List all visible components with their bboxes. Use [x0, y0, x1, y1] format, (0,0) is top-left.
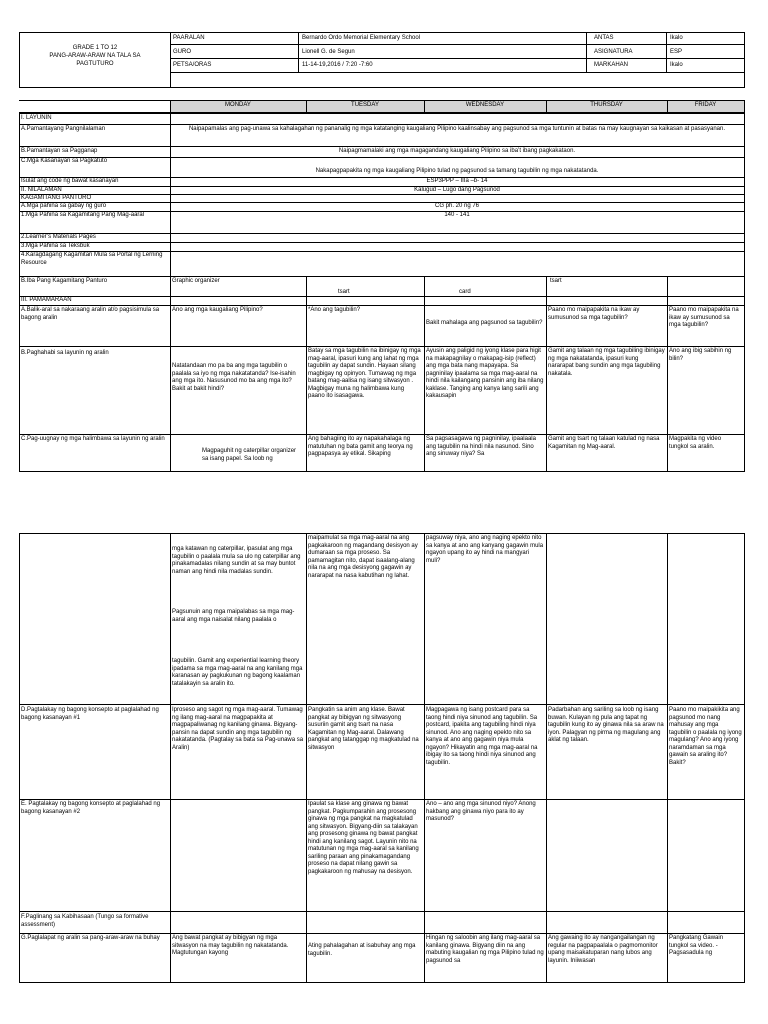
row-pamantayang-label: A.Pamantayang Pangnilalaman	[21, 126, 106, 132]
row-balik-fri: Paano mo maipapakita na ikaw ay sumusunod sa mga tagubilin?	[669, 307, 739, 328]
row-pagganap-text: Naipagmamalaki ang mga magagandang kaugaliang Pilipino sa iba’t ibang pagkakataon.	[338, 148, 576, 154]
row-paghahabi-tue: Batay sa mga tagubilin na ibinigay ng mga mag-aaral, ipasuri kung ang lahat ng mga tagubilin ay dapat sundin. Hayaan silang magbigay ng opinyon. Tumawag ng mga batang mag-aalisa ng isang sitwasyon . Magbigay muna ng halimbawa kung paano ito isasagawa.	[308, 348, 421, 399]
title-line-2: PANG-ARAW-ARAW NA TALA SA	[49, 53, 141, 59]
paaralan-value: Bernardo Ordo Memorial Elementary School	[302, 35, 421, 41]
row-iba-tue: tsart	[338, 289, 350, 295]
cont-mon-2: Pagsunuin ang mga maipalabas sa mga mag-aaral ang mga naisalat nilang paalala o	[172, 609, 295, 623]
row-pag-uugnay-label: C.Pag-uugnay ng mga halimbawa sa layunin ng aralin	[21, 436, 165, 442]
markahan-label: MARKAHAN	[594, 62, 629, 68]
row-paghahabi-label: B.Paghahabi sa layunin ng aralin	[21, 350, 109, 356]
row-kasanayan-text: Nakapagpapakita ng mga kaugaliang Pilipino tulad ng pagsunod sa tamang tagubilin ng mga nakatatanda.	[315, 168, 599, 174]
row-e-label: E. Pagtalakay ng bagong konsepto at paglalahad ng bagong kasanayan #2	[21, 801, 161, 815]
row-balik-label: A.Balik-aral sa nakaraang aralin at/o pagsisimula sa bagong aralin	[21, 307, 160, 321]
row-iba-thu: tsart	[550, 278, 562, 284]
row-g-wed: Hingan ng saloobin ang ilang mag-aaral sa kanilang ginawa. Bigyang diin na ang mabuting kaugalian ng mga Pilipino tulad ng pagsunod sa	[426, 935, 544, 964]
row-pag-uugnay-thu: Gamit ang tsart ng talaan katulad ng nasa Kagamitan ng Mag-aaral.	[548, 436, 660, 450]
row-paghahabi-thu: Gamit ang talaan ng mga tagubiling ibinigay ng mga nakatatanda, ipasuri kung nararapat bang sundin ang mga tagubiling nakatala.	[548, 348, 665, 377]
cont-tue: maipamulat sa mga mag-aaral na ang pagkakaroon ng magandang desisyon ay dumaraan sa mga proseso. Sa pamamagitan nito, dapat isaalang-alang nila na ang mga desisyong gagawin ay nararapat na nasa kabutihan ng lahat.	[308, 535, 418, 579]
row-iba-wed: card	[459, 289, 471, 295]
row-nilalaman-label: II. NILALAMAN	[21, 187, 62, 193]
row-pagganap-label: B.Pamantayan sa Pagganap	[21, 148, 98, 154]
row-g-label: G.Paglalapat ng aralin sa pang-araw-araw na buhay	[21, 935, 160, 941]
day-thursday: THURSDAY	[590, 102, 623, 108]
lesson-table-page-1	[19, 100, 745, 472]
row-pamantayang-text: Naipapamalas ang pag-unawa sa kahalagahan ng pananalig ng mga katatanging kaugaliang Pilipino kaalinsabay ang pagsunod sa mga tuntunin at batas na may kaugnayan sa kaikasan at pasasyanan.	[188, 126, 726, 132]
row-teksbuk-label: 3.Mga Pahina sa Teksbuk	[21, 243, 90, 249]
row-e-tue: Ipaulat sa klase ang ginawa ng bawat pangkat. Pagkumparahin ang prosesong ginawa ng mga pangkat na magkatulad ang sitwasyon. Bigyang-diin sa talakayan ang prosesong ginawa ng bawat pangkat hindi ang kanilang sagot. Layunin nito na matutunan ng mga mag-aaral sa kanilang sariling paraan ang pinakamagandang proseso na dapat nilang gawin sa pagkakaroon ng mahusay na desisyon.	[308, 801, 419, 875]
day-friday: FRIDAY	[694, 102, 717, 108]
row-d-label: D.Pagtalakay ng bagong konsepto at paglalahad ng bagong kasanayan #1	[21, 707, 159, 721]
row-code-text: ESP3PPP – IIIa –b- 14	[426, 178, 488, 184]
asignatura-value: ESP	[670, 49, 683, 55]
row-g-thu: Ang gawaing ito ay nangangailangan ng regular na pagpapaalala o pagmomonitor upang maisakatuparan nang lubos ang layunin. Iniiwasan	[548, 935, 658, 964]
row-kagamitang-mag-text: 140 - 141	[444, 212, 470, 218]
row-g-fri: Pangkatang Gawain tungkol sa video. - Pagsasadula ng	[669, 935, 724, 956]
row-g-tue: Ating pahalagahan at isabuhay ang mga tagubilin.	[308, 943, 416, 957]
day-wednesday: WEDNESDAY	[465, 102, 505, 108]
row-lm-label: 2.Learner’s Materials Pages	[21, 234, 96, 240]
guro-value: Lionell G. de Segun	[302, 49, 355, 55]
row-pag-uugnay-mon: Magpaguhit ng caterpillar organizer sa isang papel. Sa loob ng	[202, 448, 297, 462]
row-paghahabi-mon: Natatandaan mo pa ba ang mga tagubilin o paalala sa iyo ng mga nakatatanda? Ise-isahin ang mga ito. Nasusunod mo ba ang mga ito? Bakit at bakit hindi?	[172, 363, 296, 392]
cont-mon: mga katawan ng caterpillar, ipasulat ang mga tagubilin o paalala mula sa ulo ng caterpillar ang pinakamadalas nilang sundin at sa may buntot naman ang hindi nila madalas sundin.	[172, 546, 301, 575]
row-paghahabi-fri: Ano ang ibig sabihin ng bilin?	[669, 348, 732, 362]
row-paghahabi-wed: Ayusin ang paligid ng iyong klase para higit na makapagnilay o makapag-isip (reflect) ang mga bata nang mapayapa. Sa pagninilay ipaalama sa mga mag-aaral na hindi nila kailangang pansinin ang iba nilang kaklase. Tanging ang kanya lang sarili ang kakausapin	[426, 348, 544, 399]
guro-label: GURO	[173, 49, 191, 55]
row-g-mon: Ang bawat pangkat ay bibigyan ng mga sitwasyon na may tagubilin ng nakatatanda. Magtutungan kayong	[172, 935, 289, 956]
header-block	[19, 32, 745, 88]
row-d-tue: Pangkatin sa anim ang klase. Bawat pangkat ay bibigyan ng sitwasyong susuriin gamit ang tsart na nasa Kagamitan ng Mag-aaral. Dalawang pangkat ang tatanggap ng magkatulad na sitwasyon	[308, 707, 419, 751]
cont-mon-3: tagubilin. Gamit ang experiential learning theory ipadama sa mga mag-aaral na ang kanilang mga karanasan ay pagkukunan ng bagong kaalaman tatalakayin sa aralin ito.	[172, 658, 303, 687]
day-monday: MONDAY	[225, 102, 251, 108]
row-balik-thu: Paano mo maipapakita na ikaw ay sumusunod sa mga tagubilin?	[548, 307, 640, 321]
row-balik-tue: *Ano ang tagubilin?	[308, 307, 361, 313]
asignatura-label: ASIGNATURA	[594, 49, 633, 55]
row-d-thu: Padarbahan ang sariling sa loob ng isang buwan. Kulayan ng pula ang tapat ng tagubilin kung ito ay ginawa nila sa araw na iyon. Palagyan ng pirma ng magulang ang aklat ng talaan.	[548, 707, 664, 743]
row-kagamitan-label: KAGAMITANG PANTURO	[21, 195, 92, 201]
row-e-wed: Ano – ano ang mga sinunod niyo? Anong hakbang ang ginawa niyo para ito ay masunod?	[426, 801, 536, 822]
paaralan-label: PAARALAN	[173, 35, 205, 41]
antas-value: Ikalo	[670, 35, 683, 41]
row-iba-mon: Graphic organizer	[172, 278, 220, 284]
row-layunin: I. LAYUNIN	[21, 115, 52, 121]
row-nilalaman-text: Kalugud – Lugo dang Pagsunod	[414, 187, 500, 193]
title-line-1: GRADE 1 TO 12	[72, 45, 118, 51]
row-sanggunian-label: A.Mga pahina sa gabay ng guro	[21, 203, 107, 209]
row-sanggunian-text: CG ph. 20 ng 76	[434, 203, 480, 209]
row-iba-label: B.Iba Pang Kagamitang Panturo	[21, 278, 108, 284]
lesson-table-page-2	[19, 533, 745, 983]
row-d-fri: Paano mo maipakikita ang pagsunod mo nang mahusay ang mga tagubilin o paalala ng iyong magulang? Ano ang iyong naramdaman sa mga gawain sa araling ito? Bakit?	[669, 707, 742, 766]
row-pamamaraan-label: III. PAMAMARAAN	[21, 297, 72, 303]
title-line-3: PAGTUTURO	[76, 61, 114, 67]
row-kasanayan-label: C.Mga Kasanayan sa Pagkatuto	[21, 158, 108, 164]
row-d-wed: Magpagawa ng isang postcard para sa taong hindi niya sinunod ang tagubilin. Sa postcard, ipakita ang tagubiling hindi niya sinunod. Ano ang naging epekto nito sa kanya at ano ang gagawin niya mula ngayon? Hikayatin ang mga mag-aaral na ibigay ito sa taong hindi niya sinunod ang tagubilin.	[426, 707, 538, 766]
row-f-label: F.Paglinang sa Kabihasaan (Tungo sa formative assessment)	[21, 914, 149, 928]
petsa-label: PETSA/ORAS	[173, 62, 212, 68]
row-pag-uugnay-wed: Sa pagsasagawa ng pagninilay, ipaalaala ang tagubilin na hindi nila nasunod. Sino ang sinuway niya? Sa	[426, 436, 536, 457]
title	[21, 44, 169, 68]
day-tuesday: TUESDAY	[351, 102, 379, 108]
row-balik-wed: Bakit mahalaga ang pagsunod sa tagubilin?	[426, 320, 543, 326]
row-kagamitang-mag-label: 1.Mga Pahina sa Kagamitang Pang Mag-aaral	[21, 212, 145, 218]
row-pag-uugnay-fri: Magpakita ng video tungkol sa aralin.	[669, 436, 722, 450]
row-code-label: Isulat ang code ng bawat kasanayan	[21, 178, 119, 184]
markahan-value: Ikalo	[670, 62, 683, 68]
petsa-value: 11-14-19,2016 / 7:20 -7:60	[302, 62, 373, 68]
row-balik-mon: Ano ang mga kaugaliang Pilipino?	[172, 307, 263, 313]
antas-label: ANTAS	[594, 35, 614, 41]
row-pag-uugnay-tue: Ang bahagiing ito ay napakahalaga ng matutuhan ng bata gamit ang teorya ng pagpapasya ay etikal. Sikaping	[308, 436, 413, 457]
cont-wed: pagsuway niya, ano ang naging epekto nito sa kanya at ano ang kanyang gagawin mula ngayon upang ito ay hindi na mangyari muli?	[426, 535, 544, 564]
row-karagdagang-label: 4.Karagdagang Kagamitan Mula sa Portal ng Lerning Resource	[21, 252, 163, 266]
row-d-mon: Iproseso ang sagot ng mga mag-aaral. Tumawag ng ilang mag-aaral na magpapakita at magpapaliwanag ng kanilang ginawa. Bigyang-pansin na dapat sundin ang mga tagubilin ng nakatatanda. (Pagtalay sa bata sa Pag-unawa sa Aralin)	[172, 707, 304, 751]
